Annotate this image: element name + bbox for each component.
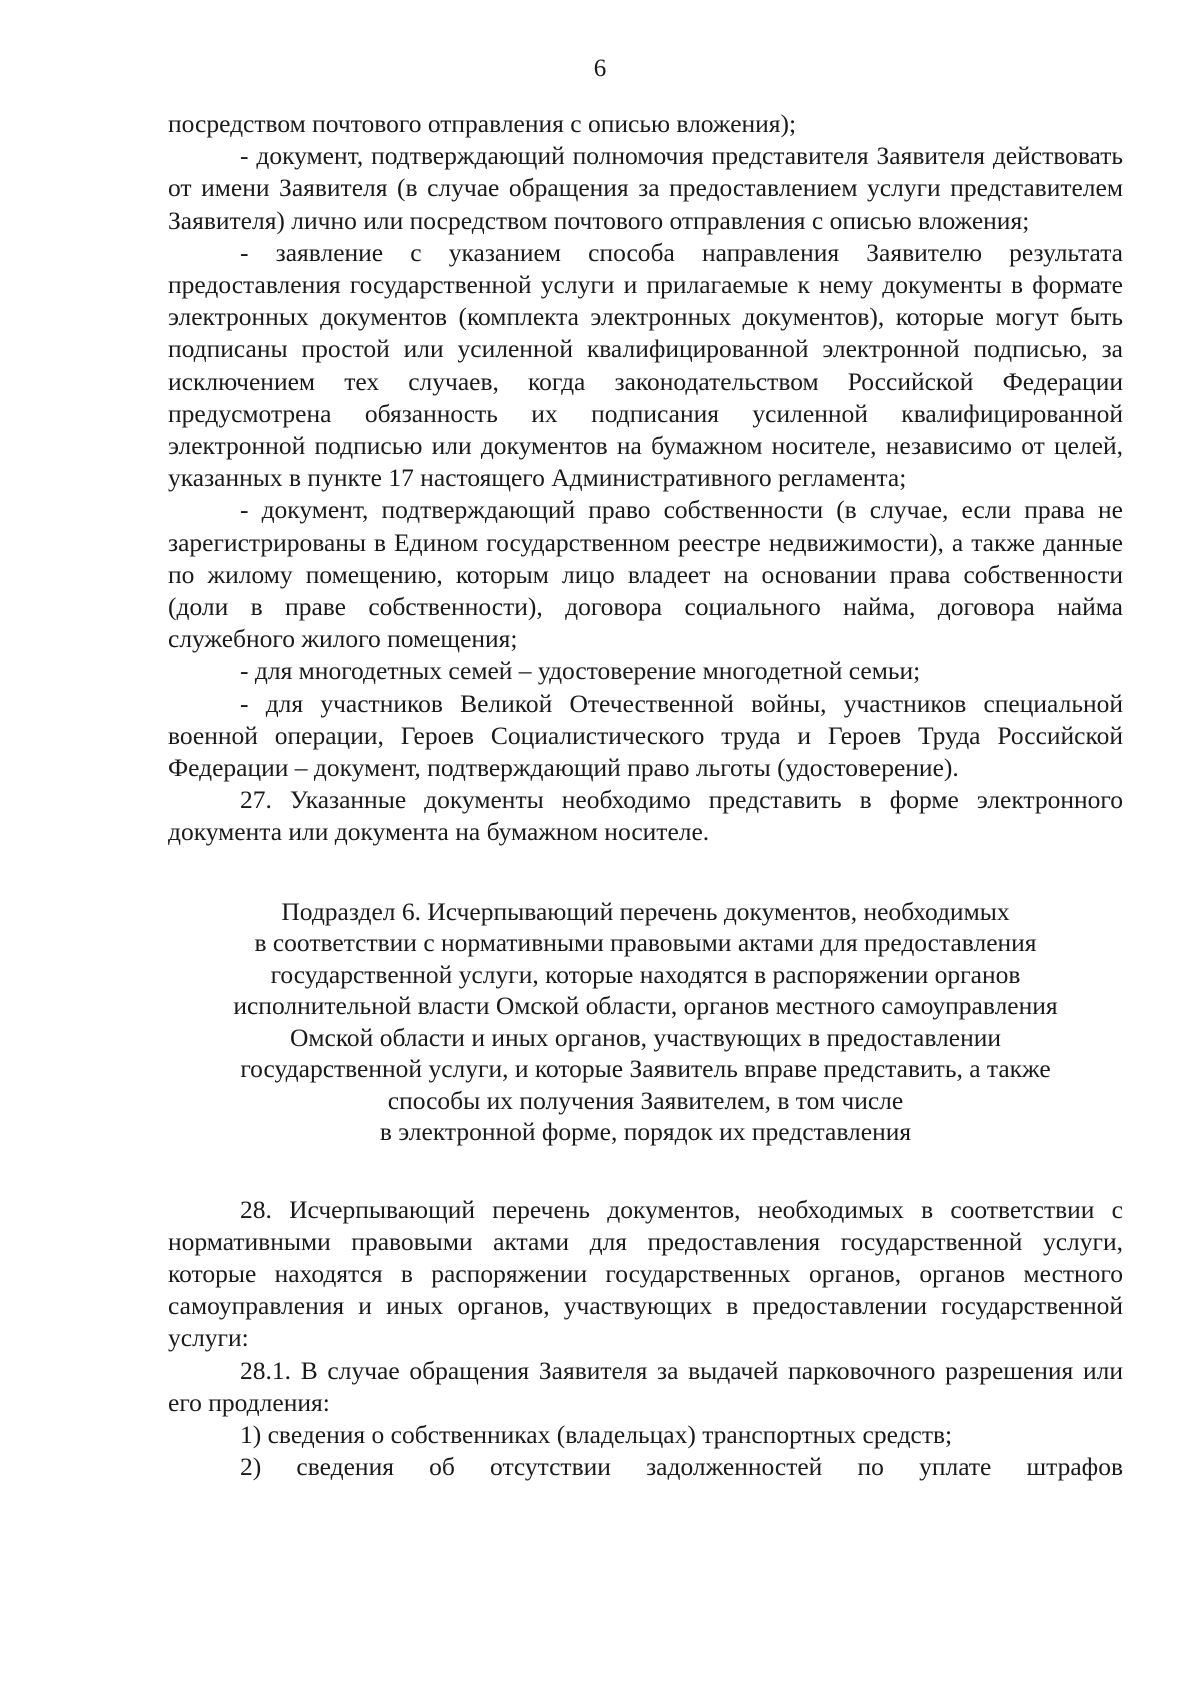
section-28-text [168, 1194, 1123, 1484]
heading-line: государственной услуги, и которые Заявитель вправе представить, а также [240, 1054, 1051, 1084]
heading-line: исполнительной власти Омской области, органов местного самоуправления [233, 991, 1058, 1021]
paragraph: 2) сведения об отсутствии задолженностей по уплате штрафов [240, 1452, 1123, 1482]
heading-line: в электронной форме, порядок их представления [379, 1117, 912, 1147]
subsection-heading [168, 896, 1123, 1148]
heading-line: Подраздел 6. Исчерпывающий перечень документов, необходимых [281, 896, 1010, 926]
paragraph: - заявление с указанием способа направления Заявителю результата предоставления государственной услуги и прилагаемые к нему документы в формате электронных документов (комплекта электронных документов), которые могут быть подписаны простой или усиленной квалифицированной электронной подписью, за исключением тех случаев, когда законодательством Российской Федерации предусмотрена обязанность их подписания усиленной квалифицированной электронной подписью или документов на бумажном носителе, независимо от целей, указанных в пункте 17 настоящего Административного регламента; [168, 237, 1123, 493]
heading-line: в соответствии с нормативными правовыми актами для предоставления [254, 928, 1037, 958]
paragraph: 28. Исчерпывающий перечень документов, необходимых в соответствии с нормативными правовыми актами для предоставления государственной услуги, которые находятся в распоряжении государственных органов, органов местного самоуправления и иных органов, участвующих в предоставлении государственной услуги: [168, 1194, 1123, 1353]
list-of-documents [168, 108, 1123, 849]
paragraph: - документ, подтверждающий полномочия представителя Заявителя действовать от имени Заявителя (в случае обращения за предоставлением услуги представителем Заявителя) лично или посредством почтового отправления с описью вложения; [168, 141, 1123, 235]
page-number: 6 [593, 55, 607, 82]
paragraph: - для многодетных семей – удостоверение многодетной семьи; [240, 656, 921, 686]
paragraph: - документ, подтверждающий право собственности (в случае, если права не зарегистрированы в Едином государственном реестре недвижимости), а также данные по жилому помещению, которым лицо владеет на основании права собственности (доли в праве собственности), договора социального найма, договора найма служебного жилого помещения; [168, 495, 1123, 654]
heading-line: государственной услуги, которые находятся в распоряжении органов [270, 959, 1021, 989]
paragraph: 27. Указанные документы необходимо представить в форме электронного документа или документа на бумажном носителе. [168, 785, 1123, 847]
heading-line: способы их получения Заявителем, в том числе [387, 1085, 904, 1115]
paragraph: 1) сведения о собственниках (владельцах) транспортных средств; [240, 1420, 953, 1450]
document-body [168, 108, 1123, 1484]
heading-line: Омской области и иных органов, участвующих в предоставлении [289, 1022, 1002, 1052]
paragraph: 28.1. В случае обращения Заявителя за выдачей парковочного разрешения или его продления: [168, 1355, 1123, 1417]
paragraph: посредством почтового отправления с описью вложения); [168, 109, 797, 138]
paragraph: - для участников Великой Отечественной войны, участников специальной военной операции, Героев Социалистического труда и Героев Труда Российской Федерации – документ, подтверждающий право льготы (удостоверение). [168, 688, 1123, 783]
